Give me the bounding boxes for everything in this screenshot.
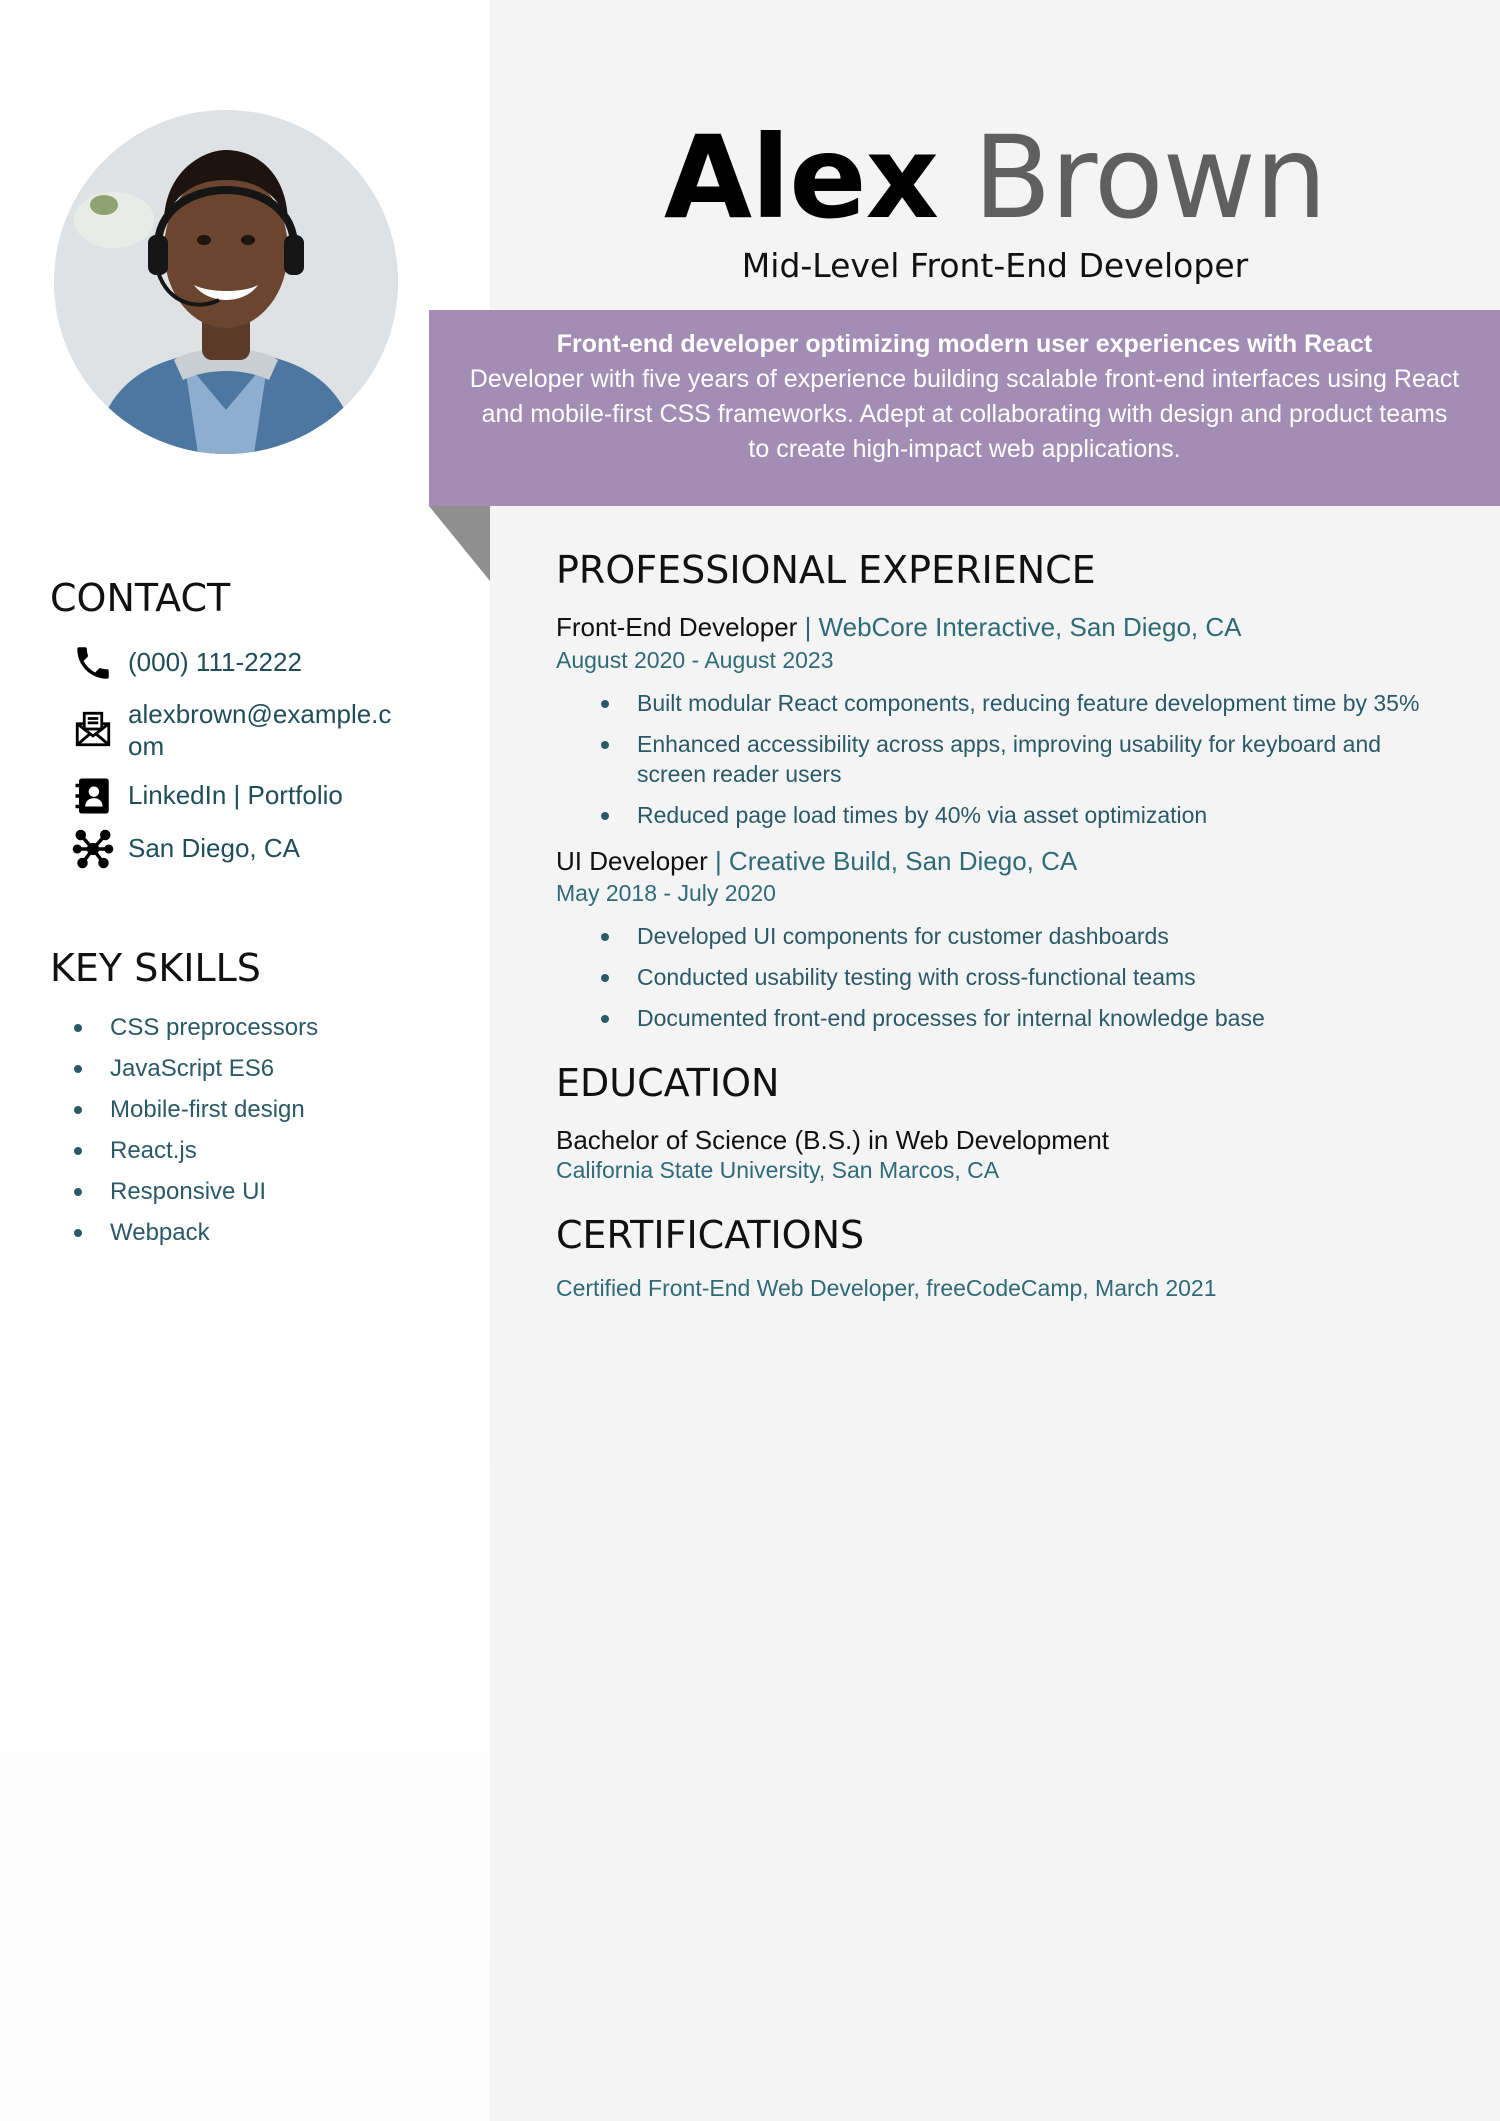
summary-headline: Front-end developer optimizing modern user experiences with React [556,330,1373,358]
list-item: Built modular React components, reducing feature development time by 35% [598,688,1468,718]
list-item: Conducted usability testing with cross-functional teams [598,962,1468,992]
skills-heading: KEY SKILLS [50,946,261,990]
job-company: | Creative Build, San Diego, CA [707,846,1078,876]
list-item: Developed UI components for customer dashboards [598,921,1468,951]
sidebar-fade [0,1380,490,2121]
job-bullets [598,921,1468,1044]
education-heading: EDUCATION [556,1061,780,1105]
list-item: Mobile-first design [72,1089,318,1130]
network-icon [70,826,116,872]
summary-banner [429,310,1500,506]
job-title: Mid-Level Front-End Developer [741,246,1249,285]
job-dates: May 2018 - July 2020 [556,880,776,906]
links-text[interactable]: LinkedIn | Portfolio [128,780,343,810]
envelope-icon [70,706,116,752]
location-text: San Diego, CA [128,833,300,863]
list-item: Documented front-end processes for internal knowledge base [598,1003,1468,1033]
contact-card-icon [70,773,116,819]
skills-list [72,1007,318,1253]
experience-heading: PROFESSIONAL EXPERIENCE [556,548,1096,592]
banner-fold [429,506,490,581]
job-role: Front-End Developer [556,612,798,642]
degree: Bachelor of Science (B.S.) in Web Development [556,1125,1110,1155]
job-role: UI Developer [556,846,708,876]
contact-heading: CONTACT [50,576,231,620]
last-name: Brown [973,111,1327,244]
phone-number[interactable]: (000) 111-2222 [128,647,302,677]
list-item: Responsive UI [72,1171,318,1212]
list-item: Reduced page load times by 40% via asset optimization [598,800,1468,830]
candidate-name [490,108,1500,248]
list-item: CSS preprocessors [72,1007,318,1048]
contact-phone [70,640,410,686]
list-item: Webpack [72,1212,318,1253]
school: California State University, San Marcos, CA [556,1157,1000,1183]
list-item: React.js [72,1130,318,1171]
first-name: Alex [663,111,939,244]
phone-icon [70,640,116,686]
profile-photo [54,110,398,454]
summary-text: Developer with five years of experience building scalable front-end interfaces using React and mobile-first CSS frameworks. Adept at collaborating with design and product teams to create high-impact web applications. [469,365,1460,463]
contact-location [70,826,410,872]
contact-links [70,773,410,819]
job-company: | WebCore Interactive, San Diego, CA [797,612,1242,642]
contact-email [70,692,410,762]
email-address[interactable]: alexbrown@example.com [128,699,392,761]
certification-item: Certified Front-End Web Developer, freeCodeCamp, March 2021 [556,1275,1217,1301]
list-item: JavaScript ES6 [72,1048,318,1089]
certifications-heading: CERTIFICATIONS [556,1213,865,1257]
job-dates: August 2020 - August 2023 [556,647,834,673]
job-title-line [556,846,1077,877]
list-item: Enhanced accessibility across apps, improving usability for keyboard and screen reader users [598,729,1448,789]
job-bullets [598,688,1468,841]
job-title-line [556,612,1242,643]
